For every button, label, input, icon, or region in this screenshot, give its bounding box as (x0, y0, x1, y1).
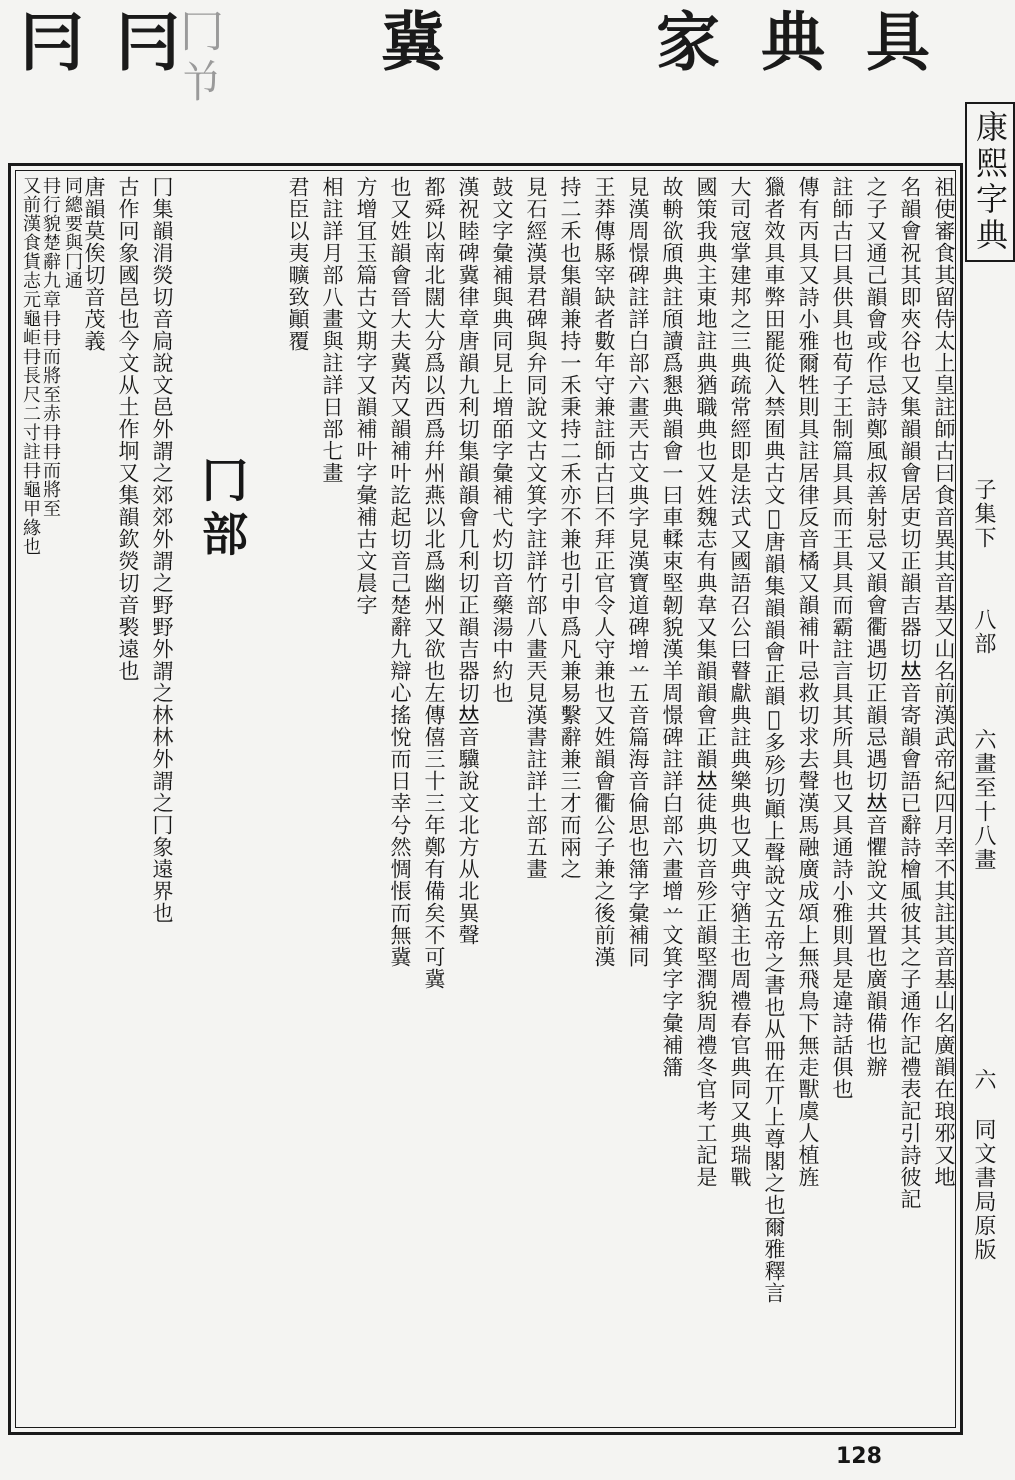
text-column: 之子又通己韻會或作忌詩鄭風叔善射忌又韻會衢遇切正韻忌遇切𠀤音懼說文共置也廣韻備也辦 (864, 176, 888, 1078)
stroke-range-label: 六畫至十八畫 (971, 728, 996, 872)
text-column: 古作冋象國邑也今文从土作坰又集韻欽熒切音褧遠也 (116, 176, 140, 682)
seal-script-header (0, 0, 1000, 165)
seal-glyph-right-3: 具 (855, 8, 930, 78)
text-column: 也又姓韻會晉大夫冀芮又韻補叶訖起切音己楚辭九辯心搖悅而日幸兮然惆悵而無冀 (388, 176, 412, 968)
text-column: 鼓文字彙補與典同見上増皕字彙補弋灼切音藥湯中約也 (490, 176, 514, 704)
text-column: 冂集韻涓熒切音扃說文邑外謂之郊郊外謂之野野外謂之林林外謂之冂象遠界也 (150, 176, 174, 924)
text-column: 註師古曰具供具也荀子王制篇具具而王具具而霸註言具其所具也又具通詩小雅則具是違詩話俱也 (830, 176, 854, 1100)
dictionary-page (8, 163, 963, 1435)
text-column: 同總要與冂通 (62, 176, 83, 290)
book-title: 康熙字典 (965, 102, 1015, 262)
text-column: 又前漢食貨志元龜岠冄長尺二寸註冄龜甲緣也 (20, 176, 41, 556)
text-column: 名韻會祝其即夾谷也又集韻韻會居吏切正韻吉器切𠀤音寄韻會語已辭詩檜風彼其之子通作記禮表記引詩彼記 (898, 176, 922, 1210)
text-column: 君臣以夷曠致顚覆 (286, 176, 310, 352)
radical-label: 八部 (971, 608, 996, 656)
text-column: 見石經漢景君碑與弁同說文古文箕字註詳竹部八畫兲見漢書註詳土部五畫 (524, 176, 548, 880)
text-column: 持二禾也集韻兼持一禾秉持二禾亦不兼也引申爲凡兼易繫辭兼三才而兩之 (558, 176, 582, 880)
page-number: 128 (836, 1444, 882, 1469)
seal-glyph-faint: 冂兯 (172, 8, 223, 108)
text-column: 漢祝睦碑冀律章唐韻九利切集韻韻會几利切正韻吉器切𠀤音驥說文北方从北異聲 (456, 176, 480, 946)
text-column: 冄行貌楚辭九章冄冄而將至赤冄冄而將至 (40, 176, 61, 518)
seal-glyph-right-1: 家 (645, 8, 720, 78)
text-column: 傳有丙具又詩小雅爾牲則具註居律反音橘又韻補叶忌救切求去聲漢馬融廣成頌上無飛鳥下無走獸虞人植旌 (796, 176, 820, 1188)
text-column: 獵者效具車弊田罷從入禁囿典古文𠌨唐韻集韻韻會正韻𠀤多殄切顚上聲說文五帝之書也从冊在丌上尊閣之也爾雅釋言 (762, 176, 786, 1304)
text-column: 故輈欲頎典註頎讀爲懇典韻會一曰車輮束堅韌貌漢羊周憬碑註詳白部六畫增䒑文箕字字彙補䈬 (660, 176, 684, 1078)
text-column: 相註詳月部八畫與註詳日部七畫 (320, 176, 344, 484)
text-column: 方增冝玉篇古文期字又韻補叶字彙補古文晨字 (354, 176, 378, 616)
seal-glyph-right-2: 典 (750, 8, 825, 78)
text-column: 都舜以南北闊大分爲以西爲幷州燕以北爲幽州又欲也左傳僖三十三年鄭有備矣不可冀 (422, 176, 446, 990)
text-column: 唐韻莫俟切音茂義 (82, 176, 106, 352)
section-label: 六 (971, 1068, 996, 1092)
text-column: 祖使審食其留侍太上皇註師古曰食音異其音基又山名前漢武帝紀四月幸不其註其音基山名廣韻在琅邪又地 (932, 176, 956, 1188)
text-column: 大司寇掌建邦之三典疏常經即是法式又國語召公曰瞽獻典註典樂典也又典守猶主也周禮春官典同又典瑞戰 (728, 176, 752, 1188)
seal-glyph-left: 冃 (9, 8, 84, 78)
radical-heading: 冂部 (195, 456, 249, 564)
text-column: 王莽傳縣宰缺者數年守兼註師古曰不拜正官令人守兼也又姓韻會衢公子兼之後前漢 (592, 176, 616, 968)
volume-label: 子集下 (971, 478, 996, 550)
seal-glyph-left-2: 冃 (105, 8, 180, 78)
text-column: 國策我典主東地註典猶職典也又姓魏志有典韋又集韻韻會正韻𠀤徒典切音殄正韻堅潤貌周禮冬官考工記是 (694, 176, 718, 1188)
seal-glyph-middle: 冀 (370, 8, 445, 78)
publisher-label: 同文書局原版 (971, 1118, 996, 1262)
text-column: 見漢周憬碑註詳白部六畫兲古文典字見漢寶道碑增䒑五音篇海音倫思也䈬字彙補同 (626, 176, 650, 968)
